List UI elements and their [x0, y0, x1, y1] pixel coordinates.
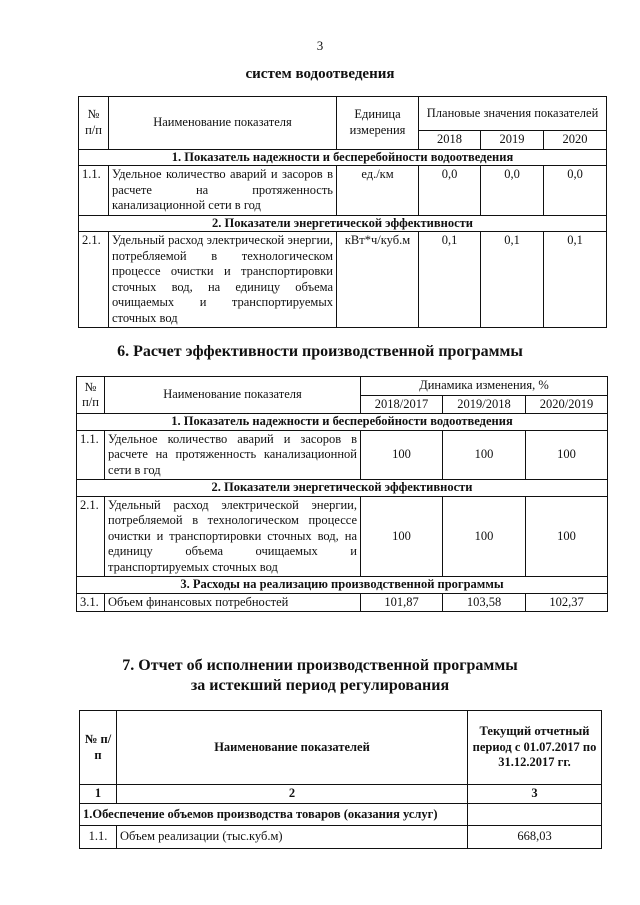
row-value: 0,0 — [544, 166, 607, 216]
row-name: Объем финансовых потребностей — [105, 593, 361, 612]
section-heading-wastewater: систем водоотведения — [245, 66, 395, 82]
row-value: 0,0 — [481, 166, 544, 216]
row-num: 2.1. — [77, 496, 105, 577]
col-header-period: 2019/2018 — [443, 395, 526, 414]
table-row — [77, 593, 608, 612]
row-num: 2.1. — [79, 232, 109, 328]
group-title: 2. Показатели энергетической эффективности — [79, 215, 607, 232]
col-header-dynamics: Динамика изменения, % — [361, 377, 608, 396]
row-value: 0,0 — [419, 166, 481, 216]
col-header-period: Текущий отчетный период с 01.07.2017 по 31.12.2017 гг. — [468, 711, 602, 785]
row-value: 100 — [361, 430, 443, 480]
row-num: 3.1. — [77, 593, 105, 612]
col-header-year: 2019 — [481, 131, 544, 150]
table-row — [79, 232, 607, 328]
row-value: 668,03 — [468, 826, 602, 849]
group-title: 1. Показатель надежности и бесперебойности водоотведения — [79, 149, 607, 166]
row-unit: кВт*ч/куб.м — [337, 232, 419, 328]
col-header-year: 2018 — [419, 131, 481, 150]
table-row — [80, 826, 602, 849]
row-num: 1.1. — [80, 826, 117, 849]
report-table — [79, 710, 602, 849]
group-title: 1.Обеспечение объемов производства товаров (оказания услуг) — [80, 803, 468, 826]
report-heading-line: за истекший период регулирования — [190, 677, 450, 694]
efficiency-table — [76, 376, 608, 612]
col-header-num: № п/п — [77, 377, 105, 414]
col-number: 2 — [117, 785, 468, 804]
row-name: Удельное количество аварий и засоров в расчете на протяженность канализационной сети в год — [109, 166, 337, 216]
table-row — [77, 430, 608, 480]
row-value: 0,1 — [481, 232, 544, 328]
row-value: 103,58 — [443, 593, 526, 612]
row-value: 102,37 — [526, 593, 608, 612]
row-value: 100 — [443, 496, 526, 577]
section-heading-report — [0, 656, 640, 696]
report-heading-line: 7. Отчет об исполнении производственной программы — [122, 657, 518, 674]
table-row — [77, 496, 608, 577]
page-number: 3 — [316, 38, 324, 53]
col-header-period: 2020/2019 — [526, 395, 608, 414]
col-header-period: 2018/2017 — [361, 395, 443, 414]
section-heading-efficiency: 6. Расчет эффективности производственной программы — [117, 343, 523, 360]
col-header-planned: Плановые значения показателей — [419, 97, 607, 131]
row-name: Удельный расход электрической энергии, потребляемой в технологическом процессе очистки и транспортировки сточных вод, на единицу объема очищаемых и транспортируемых сточных вод — [105, 496, 361, 577]
group-title: 3. Расходы на реализацию производственной программы — [77, 577, 608, 594]
col-header-num: № п/п — [80, 711, 117, 785]
row-value: 100 — [443, 430, 526, 480]
planned-indicators-table — [78, 96, 607, 328]
row-name: Объем реализации (тыс.куб.м) — [117, 826, 468, 849]
row-num: 1.1. — [77, 430, 105, 480]
col-number: 3 — [468, 785, 602, 804]
row-name: Удельный расход электрической энергии, потребляемой в технологическом процессе очистки и транспортировки сточных вод, на единицу объема очищаемых и транспортируемых сточных вод — [109, 232, 337, 328]
row-value: 0,1 — [544, 232, 607, 328]
row-unit: ед./км — [337, 166, 419, 216]
col-header-name: Наименование показателя — [105, 377, 361, 414]
row-value: 100 — [526, 496, 608, 577]
row-value: 100 — [526, 430, 608, 480]
row-value: 0,1 — [419, 232, 481, 328]
col-header-num: № п/п — [79, 97, 109, 150]
col-header-name: Наименование показателей — [117, 711, 468, 785]
row-name: Удельное количество аварий и засоров в расчете на протяженность канализационной сети в год — [105, 430, 361, 480]
table-row — [79, 166, 607, 216]
group-title: 1. Показатель надежности и бесперебойности водоотведения — [77, 414, 608, 431]
group-title: 2. Показатели энергетической эффективности — [77, 480, 608, 497]
col-header-unit: Единица измерения — [337, 97, 419, 150]
row-value: 100 — [361, 496, 443, 577]
row-value: 101,87 — [361, 593, 443, 612]
row-num: 1.1. — [79, 166, 109, 216]
col-number: 1 — [80, 785, 117, 804]
col-header-name: Наименование показателя — [109, 97, 337, 150]
col-header-year: 2020 — [544, 131, 607, 150]
